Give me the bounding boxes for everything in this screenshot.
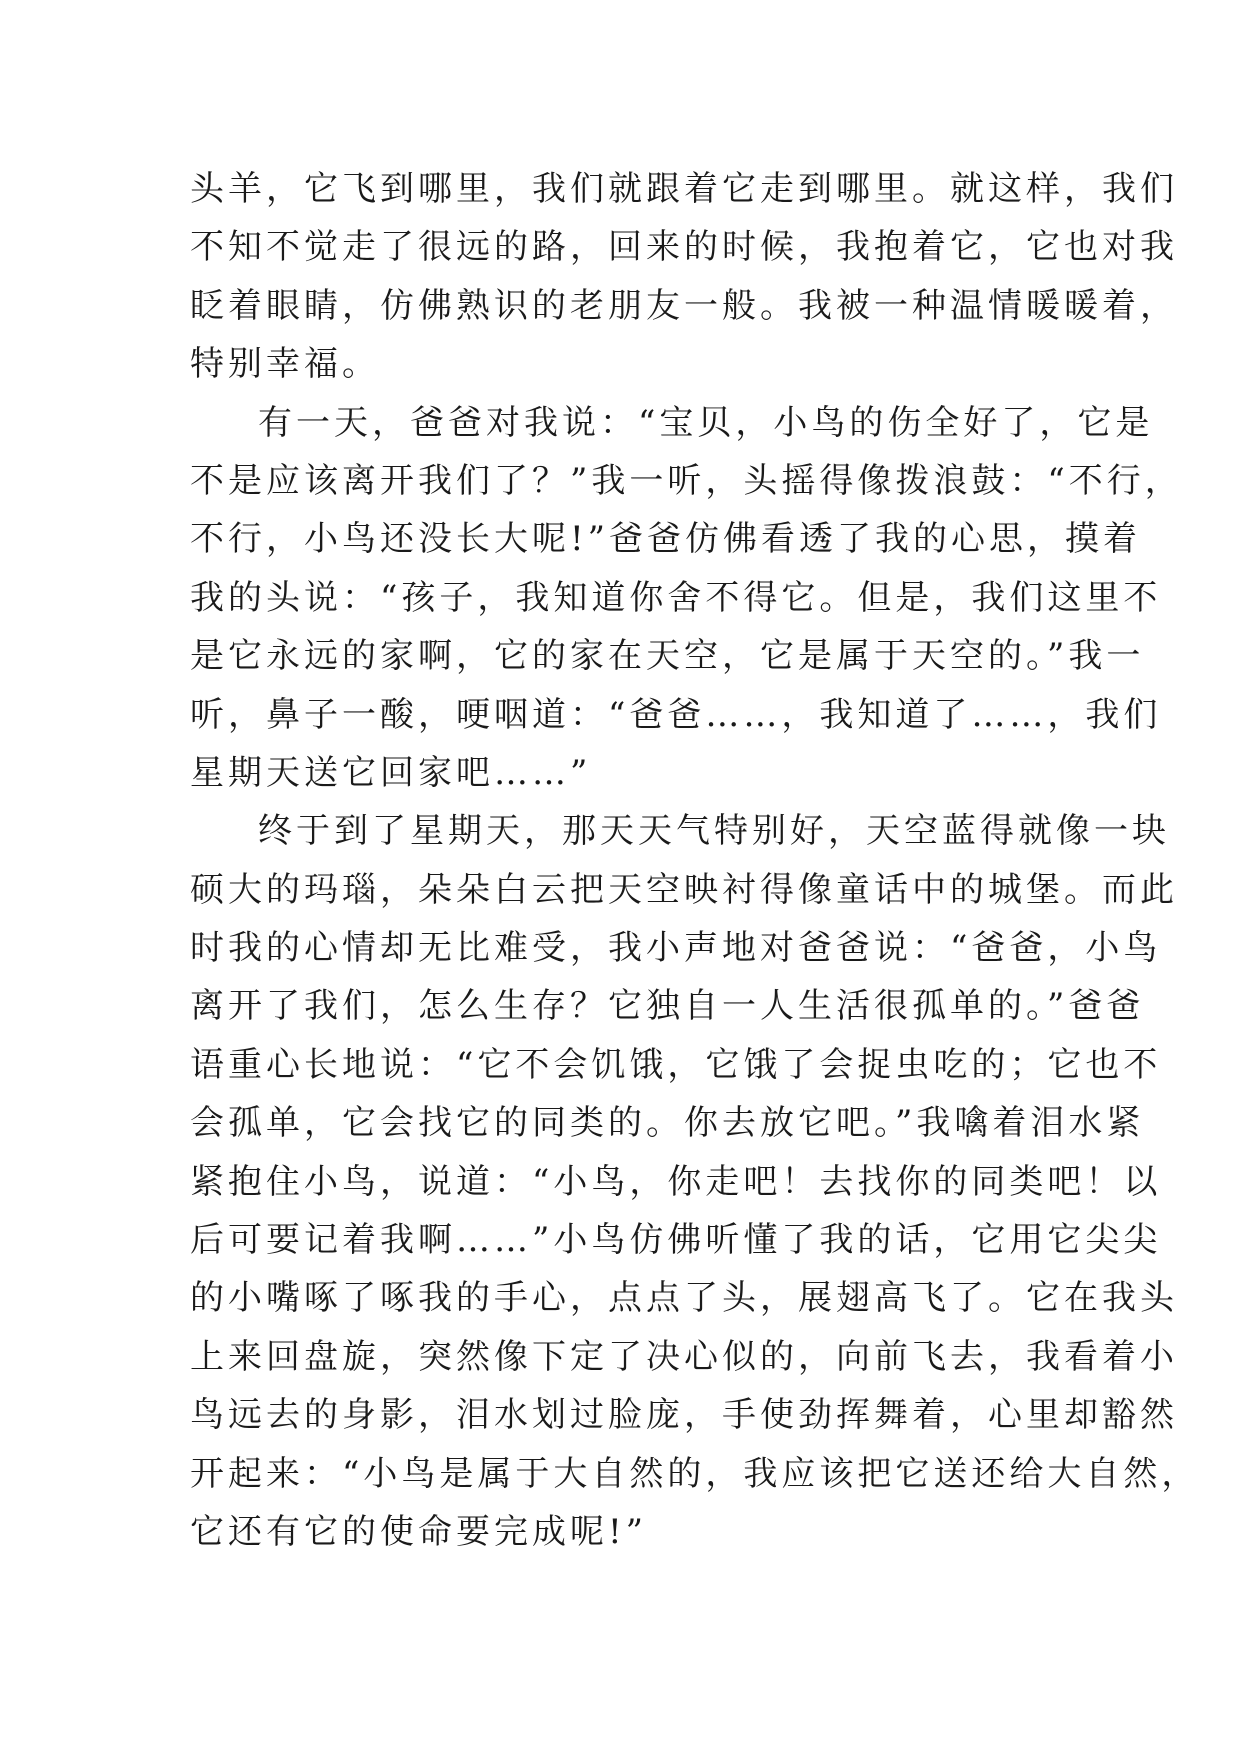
text-line: 离开了我们，怎么生存？它独自一人生活很孤单的。”爸爸 [190,986,1145,1027]
paragraph-3 [190,802,1200,1561]
text-line: 头羊，它飞到哪里，我们就跟着它走到哪里。就这样，我们 [190,169,1178,209]
text-line: 语重心长地说：“它不会饥饿，它饿了会捉虫吃的；它也不 [190,1044,1162,1085]
text-line: 它还有它的使命要完成呢!” [190,1511,648,1552]
text-line: 星期天送它回家吧……” [190,752,592,793]
text-line: 硕大的玛瑙，朵朵白云把天空映衬得像童话中的城堡。而此 [190,869,1178,910]
paragraph-2 [190,394,1183,803]
text-line: 有一天，爸爸对我说：“宝贝，小鸟的伤全好了，它是 [258,402,1154,443]
text-line: 终于到了星期天，那天天气特别好，天空蓝得就像一块 [258,811,1170,852]
text-line: 开起来：“小鸟是属于大自然的，我应该把它送还给大自然， [190,1453,1200,1494]
text-line: 听，鼻子一酸，哽咽道：“爸爸……，我知道了……，我们 [190,694,1162,735]
text-line: 鸟远去的身影，泪水划过脸庞，手使劲挥舞着，心里却豁然 [190,1395,1178,1436]
text-line: 眨着眼睛，仿佛熟识的老朋友一般。我被一种温情暖暖着， [190,285,1178,326]
body-text [190,160,1200,1561]
text-line: 会孤单，它会找它的同类的。你去放它吧。”我噙着泪水紧 [190,1103,1145,1144]
text-line: 我的头说：“孩子，我知道你舍不得它。但是，我们这里不 [190,577,1162,618]
text-line: 紧抱住小鸟，说道：“小鸟，你走吧！去找你的同类吧！以 [190,1161,1162,1202]
text-line: 时我的心情却无比难受，我小声地对爸爸说：“爸爸，小鸟 [190,928,1162,969]
text-line: 特别幸福。 [190,344,380,385]
paragraph-1 [190,160,1178,394]
text-line: 不行，小鸟还没长大呢!”爸爸仿佛看透了我的心思，摸着 [190,519,1142,560]
text-line: 后可要记着我啊……”小鸟仿佛听懂了我的话，它用它尖尖 [190,1220,1162,1261]
text-line: 不是应该离开我们了？”我一听，头摇得像拨浪鼓：“不行， [190,460,1183,501]
text-line: 的小嘴啄了啄我的手心，点点了头，展翅高飞了。它在我头 [190,1278,1178,1319]
text-line: 是它永远的家啊，它的家在天空，它是属于天空的。”我一 [190,636,1145,677]
text-line: 上来回盘旋，突然像下定了决心似的，向前飞去，我看着小 [190,1336,1178,1377]
text-line: 不知不觉走了很远的路，回来的时候，我抱着它，它也对我 [190,227,1178,268]
